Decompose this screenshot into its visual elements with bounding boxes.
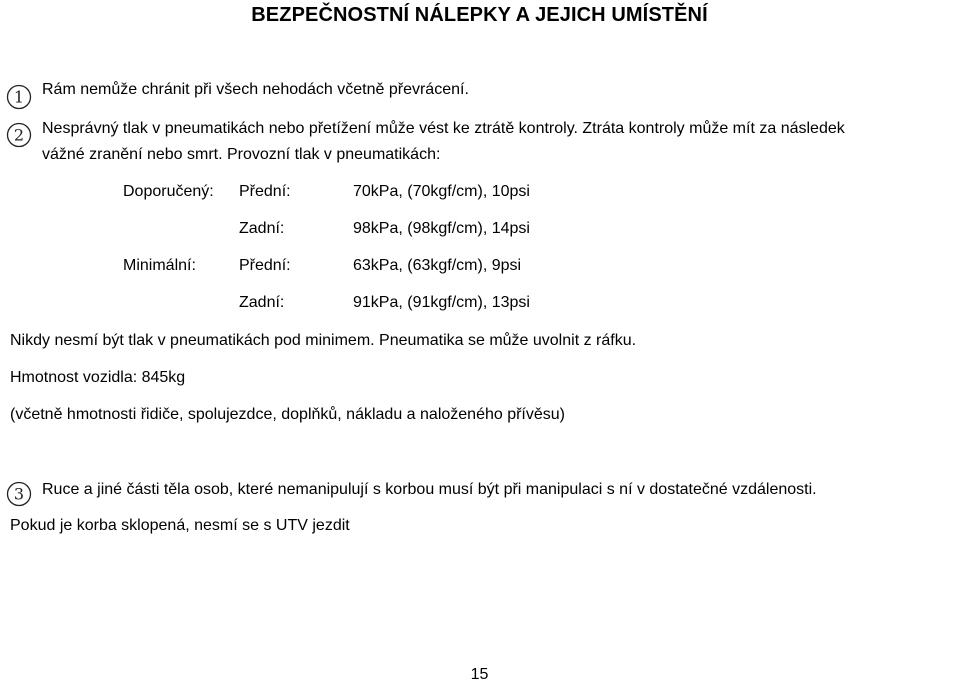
item-three-text: Ruce a jiné části těla osob, které nemanipulují s korbou musí být při manipulaci s ní v dostatečné vzdálenosti.: [42, 481, 817, 498]
number-two-icon: [6, 122, 32, 148]
pressure-axle: Přední:: [239, 257, 291, 274]
weight-note: (včetně hmotnosti řidiče, spolujezdce, doplňků, nákladu a naloženého přívěsu): [10, 406, 565, 423]
item-one-text: Rám nemůže chránit při všech nehodách včetně převrácení.: [42, 81, 469, 98]
pressure-axle: Přední:: [239, 183, 291, 200]
pressure-value: 98kPa, (98kgf/cm), 14psi: [353, 220, 530, 237]
page-number: 15: [470, 666, 489, 683]
pressure-value: 63kPa, (63kgf/cm), 9psi: [353, 257, 522, 274]
item-two-line-1: Nesprávný tlak v pneumatikách nebo přetížení může vést ke ztrátě kontroly. Ztráta kontroly může mít za následek: [42, 120, 845, 137]
number-three-icon: [6, 481, 32, 507]
number-three-label: 3: [13, 484, 25, 504]
pressure-value: 91kPa, (91kgf/cm), 13psi: [353, 294, 530, 311]
pressure-axle: Zadní:: [239, 294, 285, 311]
pressure-value: 70kPa, (70kgf/cm), 10psi: [353, 183, 530, 200]
minimum-pressure-warning: Nikdy nesmí být tlak v pneumatikách pod minimem. Pneumatika se může uvolnit z ráfku.: [10, 332, 637, 349]
pressure-axle: Zadní:: [239, 220, 285, 237]
tilt-warning: Pokud je korba sklopená, nesmí se s UTV jezdit: [10, 517, 350, 534]
number-one-icon: [6, 84, 32, 110]
vehicle-weight: Hmotnost vozidla: 845kg: [10, 369, 186, 386]
number-two-label: 2: [13, 125, 25, 145]
number-one-label: 1: [13, 87, 25, 107]
recommended-label: Doporučený:: [123, 183, 214, 200]
minimum-label: Minimální:: [123, 257, 196, 274]
item-two-line-2: vážné zranění nebo smrt. Provozní tlak v pneumatikách:: [42, 146, 441, 163]
page-title: BEZPEČNOSTNÍ NÁLEPKY A JEJICH UMÍSTĚNÍ: [251, 4, 708, 26]
